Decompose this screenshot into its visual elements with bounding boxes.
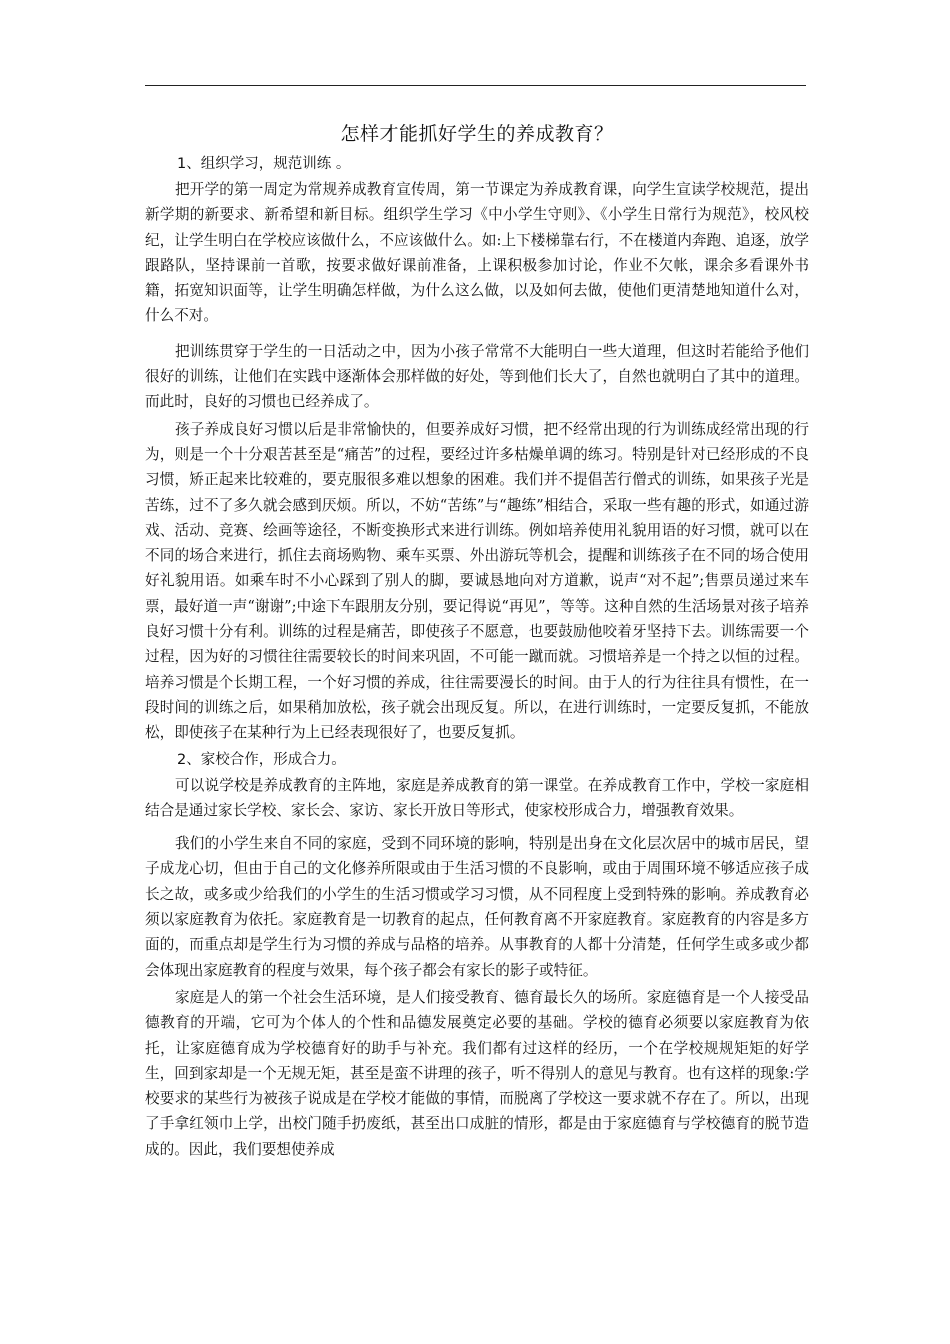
section-1-paragraph-3: 孩子养成良好习惯以后是非常愉快的，但要养成好习惯，把不经常出现的行为训练成经常出现的行为，则是一个十分艰苦甚至是“痛苦”的过程，要经过许多枯燥单调的练习。特别是针对已经形成的不良习惯，矫正起来比较难的，要克服很多难以想象的困难。我们并不提倡苦行僧式的训练，如果孩子光是苦练，过不了多久就会感到厌烦。所以，不妨“苦练”与“趣练”相结合，采取一些有趣的形式，如通过游戏、活动、竞赛、绘画等途径，不断变换形式来进行训练。例如培养使用礼貌用语的好习惯，就可以在不同的场合来进行，抓住去商场购物、乘车买票、外出游玩等机会，提醒和训练孩子在不同的场合使用好礼貌用语。如乘车时不小心踩到了别人的脚，要诚恳地向对方道歉，说声“对不起”;售票员递过来车票，最好道一声“谢谢”;中途下车跟朋友分别，要记得说“再见”，等等。这种自然的生活场景对孩子培养良好习惯十分有利。训练的过程是痛苦，即使孩子不愿意，也要鼓励他咬着牙坚持下去。训练需要一个过程，因为好的习惯往往需要较长的时间来巩固，不可能一蹴而就。习惯培养是一个持之以恒的过程。培养习惯是个长期工程，一个好习惯的养成，往往需要漫长的时间。由于人的行为往往具有惯性，在一段时间的训练之后，如果稍加放松，孩子就会出现反复。所以，在进行训练时，一定要反复抓，不能放松，即使孩子在某种行为上已经表现很好了，也要反复抓。	[145, 420, 809, 742]
section-1-paragraph-2: 把训练贯穿于学生的一日活动之中，因为小孩子常常不大能明白一些大道理，但这时若能给予他们很好的训练，让他们在实践中逐渐体会那样做的好处，等到他们长大了，自然也就明白了其中的道理。而此时，良好的习惯也已经养成了。	[145, 342, 809, 411]
section-2-heading: 2、家校合作，形成合力。	[177, 751, 346, 768]
header-rule	[145, 85, 806, 86]
document-title: 怎样才能抓好学生的养成教育？	[340, 123, 614, 145]
section-1-heading: 1、组织学习，规范训练 。	[177, 156, 351, 172]
section-1-paragraph-1: 把开学的第一周定为常规养成教育宣传周，第一节课定为养成教育课，向学生宣读学校规范，提出新学期的新要求、新希望和新目标。组织学生学习《中小学生守则》、《小学生日常行为规范》，校风校纪，让学生明白在学校应该做什么，不应该做什么。如:上下楼梯靠右行，不在楼道内奔跑、追逐，放学跟路队，坚持课前一首歌，按要求做好课前准备，上课积极参加讨论，作业不欠帐，课余多看课外书籍，拓宽知识面等，让学生明确怎样做，为什么这么做，以及如何去做，使他们更清楚地知道什么对，什么不对。	[145, 181, 809, 325]
section-2-paragraph-1: 可以说学校是养成教育的主阵地，家庭是养成教育的第一课堂。在养成教育工作中，学校一家庭相结合是通过家长学校、家长会、家访、家长开放日等形式，使家校形成合力，增强教育效果。	[145, 776, 809, 819]
document-body	[145, 118, 809, 1164]
section-2-paragraph-2: 我们的小学生来自不同的家庭，受到不同环境的影响，特别是出身在文化层次居中的城市居民，望子成龙心切，但由于自己的文化修养所限或由于生活习惯的不良影响，或由于周围环境不够适应孩子成长之故，或多或少给我们的小学生的生活习惯或学习习惯，从不同程度上受到特殊的影响。养成教育必须以家庭教育为依托。家庭教育是一切教育的起点，任何教育离不开家庭教育。家庭教育的内容是多方面的，而重点却是学生行为习惯的养成与品格的培养。从事教育的人都十分清楚，任何学生或多或少都会体现出家庭教育的程度与效果，每个孩子都会有家长的影子或特征。	[145, 835, 809, 979]
section-2-paragraph-3: 家庭是人的第一个社会生活环境，是人们接受教育、德育最长久的场所。家庭德育是一个人接受品德教育的开端，它可为个体人的个性和品德发展奠定必要的基础。学校的德育必须要以家庭教育为依托，让家庭德育成为学校德育好的助手与补充。我们都有过这样的经历，一个在学校规规矩矩的好学生，回到家却是一个无规无矩，甚至是蛮不讲理的孩子，听不得别人的意见与教育。也有这样的现象:学校要求的某些行为被孩子说成是在学校才能做的事情，而脱离了学校这一要求就不存在了。所以，出现了手拿红领巾上学，出校门随手扔废纸，甚至出口成脏的情形，都是由于家庭德育与学校德育的脱节造成的。因此，我们要想使养成	[145, 988, 809, 1158]
